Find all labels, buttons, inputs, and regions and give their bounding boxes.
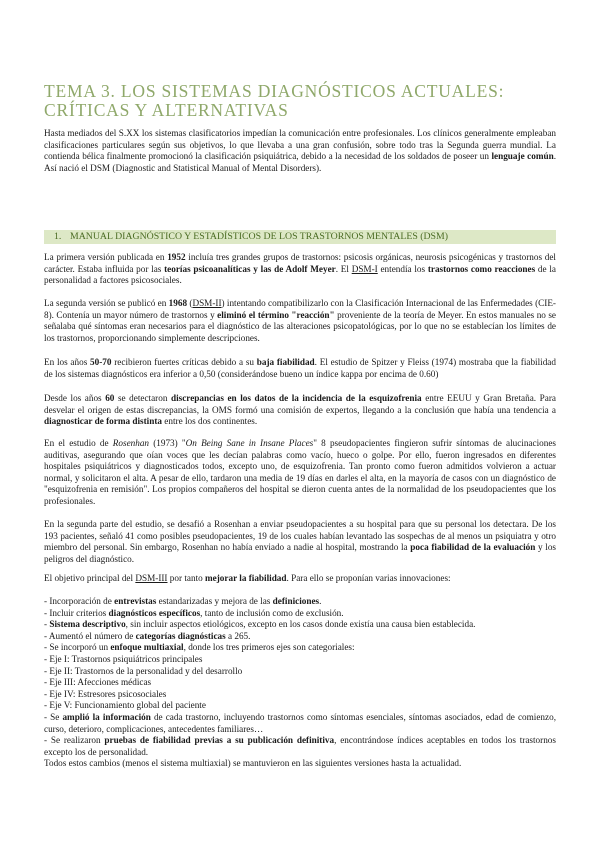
paragraph-dsm-iii: El objetivo principal del DSM-III por tanto mejorar la fiabilidad. Para ello se proponían varias innovaciones:	[44, 573, 451, 583]
list-item: - Incluir criterios diagnósticos específicos, tanto de inclusión como de exclusión.	[44, 607, 344, 618]
list-item: - Aumentó el número de categorías diagnósticas a 265.	[44, 630, 251, 641]
section-label: MANUAL DIAGNÓSTICO Y ESTADÍSTICOS DE LOS TRASTORNOS MENTALES (DSM)	[70, 231, 448, 242]
paragraph-dsm-i: La primera versión publicada en 1952 incluía tres grandes grupos de trastornos: psicosis orgánicas, neurosis psicogénicas y trastornos del carácter. Estaba influida por las teorías psicoanalíticas y las de Adolf Meyer. El DSM-I entendía los trastornos como reacciones de la personalidad a factores psicosociales.	[44, 252, 556, 286]
paragraph-esquizofrenia: Desde los años 60 se detectaron discrepancias en los datos de la incidencia de la esquizofrenia entre EEUU y Gran Bretaña. Para desvelar el origen de estas discrepancias, la OMS formó una comisión de expertos, llegando a la conclusión que había una tendencia a diagnosticar de forma distinta entre los dos continentes.	[44, 393, 556, 427]
paragraph-rosenhan-2: En la segunda parte del estudio, se desafió a Rosenhan a enviar pseudopacientes a su hospital para que su personal los detectara. De los 193 pacientes, señaló 41 como posibles pseudopacientes, 19 de los cuales habían levantado las sospechas de al menos un psiquiatra y otro miembro del personal. Sin embargo, Rosenhan no había enviado a nadie al hospital, mostrando la poca fiabilidad de la evaluación y los peligros del diagnóstico.	[44, 519, 556, 564]
axis-item: - Eje I: Trastornos psiquiátricos principales	[44, 653, 203, 664]
closing-paragraph: Todos estos cambios (menos el sistema multiaxial) se mantuvieron en las siguientes versiones hasta la actualidad.	[44, 758, 462, 768]
axis-item: - Eje IV: Estresores psicosociales	[44, 688, 167, 699]
paragraph-rosenhan: En el estudio de Rosenhan (1973) "On Being Sane in Insane Places" 8 pseudopacientes fingieron sufrir síntomas de alucinaciones auditivas, asegurando que oían voces que les decían palabras como vacío, hueco o golpe. Por ello, fueron ingresados en diferentes hospitales psiquiátricos y diagnosticados todos, excepto uno, de esquizofrenia. Tan pronto como fueron admitidos volvieron a actuar normal, y solicitaron el alta. A pesar de ello, tardaron una media de 19 días en darles el alta, en la mayoría de casos con un diagnóstico de "esquizofrenia en remisión". Los propios compañeros del hospital se dieron cuenta antes de la normalidad de los pseudopacientes que los profesionales.	[44, 438, 556, 506]
intro-paragraph: Hasta mediados del S.XX los sistemas clasificatorios impedían la comunicación entre profesionales. Los clínicos generalmente empleaban clasificaciones particulares según sus objetivos, lo que llevaba a una gran confusión, sobre todo tras la Segunda guerra mundial. La contienda bélica finalmente promocionó la clasificación psiquiátrica, debido a la necesidad de los soldados de poseer un lenguaje común. Así nació el DSM (Diagnostic and Statistical Manual of Mental Disorders).	[44, 128, 556, 173]
list-item: - Sistema descriptivo, sin incluir aspectos etiológicos, excepto en los casos donde existía una causa bien establecida.	[44, 619, 476, 630]
list-item: - Se realizaron pruebas de fiabilidad previas a su publicación definitiva, encontrándose índices aceptables en todos los trastornos excepto los de personalidad.	[44, 735, 556, 757]
section-heading	[44, 230, 556, 244]
innovations-list	[44, 596, 556, 758]
axis-item: - Eje II: Trastornos de la personalidad y del desarrollo	[44, 665, 243, 676]
paragraph-criticas: En los años 50-70 recibieron fuertes críticas debido a su baja fiabilidad. El estudio de Spitzer y Fleiss (1974) mostraba que la fiabilidad de los sistemas diagnósticos era inferior a 0,50 (considerándose bueno un índice kappa por encima de 0.60)	[44, 357, 556, 379]
list-item: - Se incorporó un enfoque multiaxial, donde los tres primeros ejes son categoriales:	[44, 642, 355, 653]
axis-item: - Eje V: Funcionamiento global del paciente	[44, 700, 206, 711]
paragraph-dsm-ii: La segunda versión se publicó en 1968 (DSM-II) intentando compatibilizarlo con la Clasificación Internacional de las Enfermedades (CIE-8). Contenía un mayor número de trastornos y eliminó el término "reacción" proveniente de la teoría de Meyer. En estos manuales no se señalaba qué síntomas eran necesarios para el diagnóstico de las alteraciones psicopatológicas, por lo que no se establecían los límites de los trastornos, proporcionando simplemente descripciones.	[44, 298, 557, 343]
axis-item: - Eje III: Afecciones médicas	[44, 677, 152, 688]
page-title: TEMA 3. LOS SISTEMAS DIAGNÓSTICOS ACTUALES: CRÍTICAS Y ALTERNATIVAS	[44, 81, 505, 120]
list-item: - Incorporación de entrevistas estandarizadas y mejora de las definiciones.	[44, 596, 322, 606]
section-number: 1.	[54, 231, 62, 242]
list-item: - Se amplió la información de cada trastorno, incluyendo trastornos como síntomas esenciales, síntomas asociados, edad de comienzo, curso, deterioro, complicaciones, antecedentes familiares…	[44, 711, 556, 734]
